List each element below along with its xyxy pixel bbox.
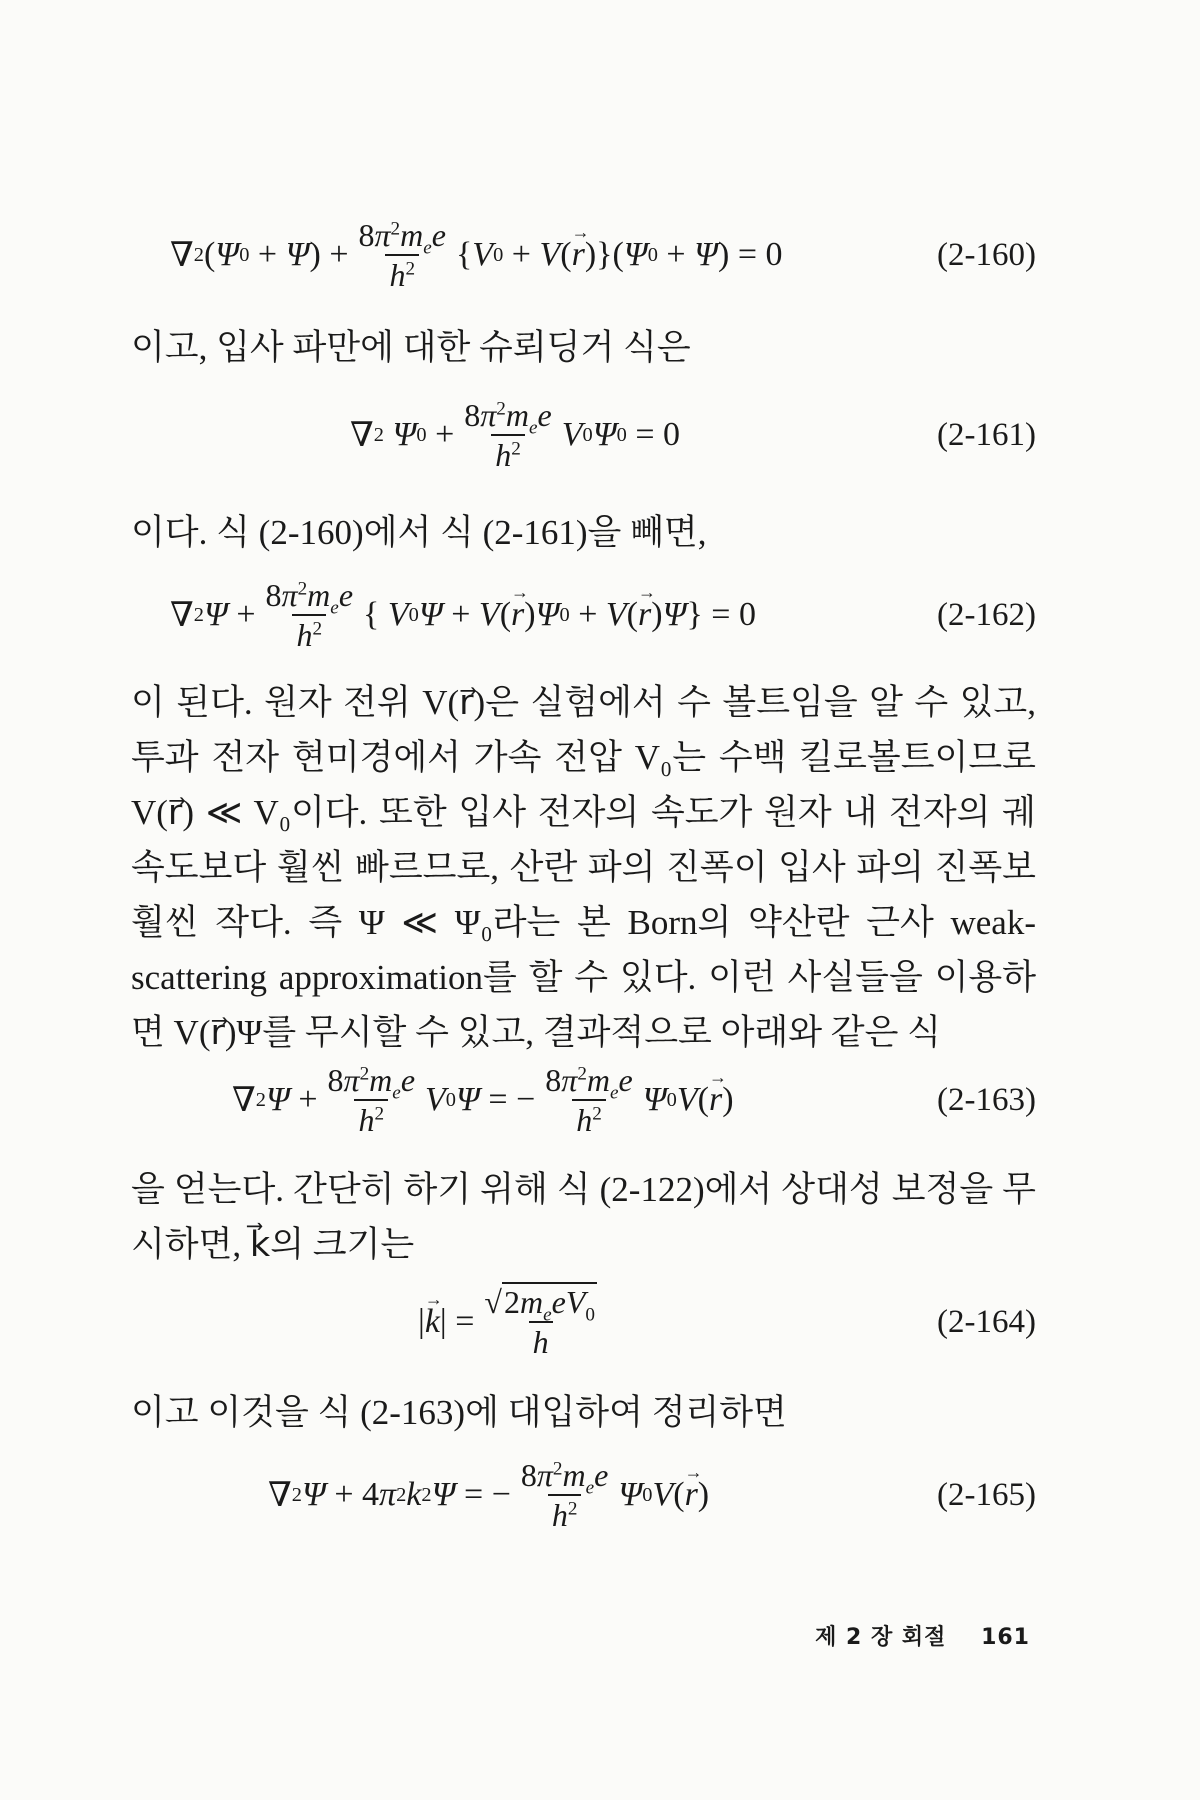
text-line: 면 V(r⃗)Ψ를 무시할 수 있고, 결과적으로 아래와 같은 식 xyxy=(131,1013,941,1052)
equation-body: ∇ 2 Ψ + $\frac{8\pi^2m_ee}{h^2}$ V 0 Ψ = − $\frac{8\pi^2m_ee}{h^2}$ Ψ 0 V ( → r ) xyxy=(232,1050,734,1150)
text-line: 이다. 식 (2-160)에서 식 (2-161)을 빼면, xyxy=(131,513,707,552)
equation-2-165 xyxy=(0,1445,1200,1545)
equation-2-160 xyxy=(0,205,1200,305)
text-line: V(r⃗) ≪ V₀이다. 또한 입사 전자의 속도가 원자 내 전자의 궤 xyxy=(131,793,1036,832)
text-line: 투과 전자 현미경에서 가속 전압 V₀는 수백 킬로볼트이므로 xyxy=(131,738,1036,777)
text-line: 을 얻는다. 간단히 하기 위해 식 (2-122)에서 상대성 보정을 무 xyxy=(131,1170,1036,1209)
equation-body: ∇ 2 Ψ 0 + $\frac{8\pi^2m_ee}{h^2}$ V 0 Ψ 0 = 0 xyxy=(350,397,680,473)
equation-body: | → k | = $\frac{√2m_eeV_0}{h}$ xyxy=(418,1272,607,1372)
equation-number: (2-160) xyxy=(937,236,1036,273)
equation-body: ∇ 2 Ψ + $\frac{8\pi^2m_ee}{h^2}$ { V 0 Ψ + V ( → r ) Ψ 0 + V ( → r ) Ψ } = 0 xyxy=(170,565,756,665)
equation-number: (2-165) xyxy=(937,1476,1036,1513)
page-number: 161 xyxy=(981,1625,1030,1650)
paragraph-5 xyxy=(131,1385,1036,1440)
equation-number: (2-164) xyxy=(937,1303,1036,1340)
paragraph-1 xyxy=(131,320,1036,375)
text-line: 이 된다. 원자 전위 V(r⃗)은 실험에서 수 볼트임을 알 수 있고, xyxy=(131,683,1036,722)
equation-2-161 xyxy=(0,385,1200,485)
text-line: 이고 이것을 식 (2-163)에 대입하여 정리하면 xyxy=(131,1393,787,1432)
equation-number: (2-161) xyxy=(937,416,1036,453)
equation-body: ∇ 2 Ψ + 4 π 2 k 2 Ψ = − $\frac{8\pi^2m_ee}{h^2}$ Ψ 0 V ( → r ) xyxy=(268,1445,709,1545)
text-line: 이고, 입사 파만에 대한 슈뢰딩거 식은 xyxy=(131,328,691,367)
paragraph-2 xyxy=(131,505,1036,560)
chapter-label: 제 2 장 회절 xyxy=(815,1625,947,1650)
equation-body: ∇ 2 ( Ψ 0 + Ψ ) + $\frac{8\pi^2m_ee}{h^2}$ { V 0 + V ( → r )}( Ψ 0 + Ψ ) = 0 xyxy=(170,205,783,305)
equation-2-164 xyxy=(0,1272,1200,1372)
text-line: scattering approximation를 할 수 있다. 이런 사실들을 이용하 xyxy=(131,958,1036,997)
equation-2-163 xyxy=(0,1050,1200,1150)
page-footer xyxy=(815,1620,1030,1651)
text-line: 시하면, k⃗의 크기는 xyxy=(131,1225,415,1264)
text-line: 훨씬 작다. 즉 Ψ ≪ Ψ₀라는 본 Born의 약산란 근사 weak- xyxy=(131,903,1036,942)
paragraph-4 xyxy=(131,1162,1036,1272)
text-line: 속도보다 훨씬 빠르므로, 산란 파의 진폭이 입사 파의 진폭보 xyxy=(131,848,1036,887)
paragraph-3 xyxy=(131,675,1036,1060)
equation-2-162 xyxy=(0,565,1200,665)
equation-number: (2-163) xyxy=(937,1081,1036,1118)
equation-number: (2-162) xyxy=(937,596,1036,633)
